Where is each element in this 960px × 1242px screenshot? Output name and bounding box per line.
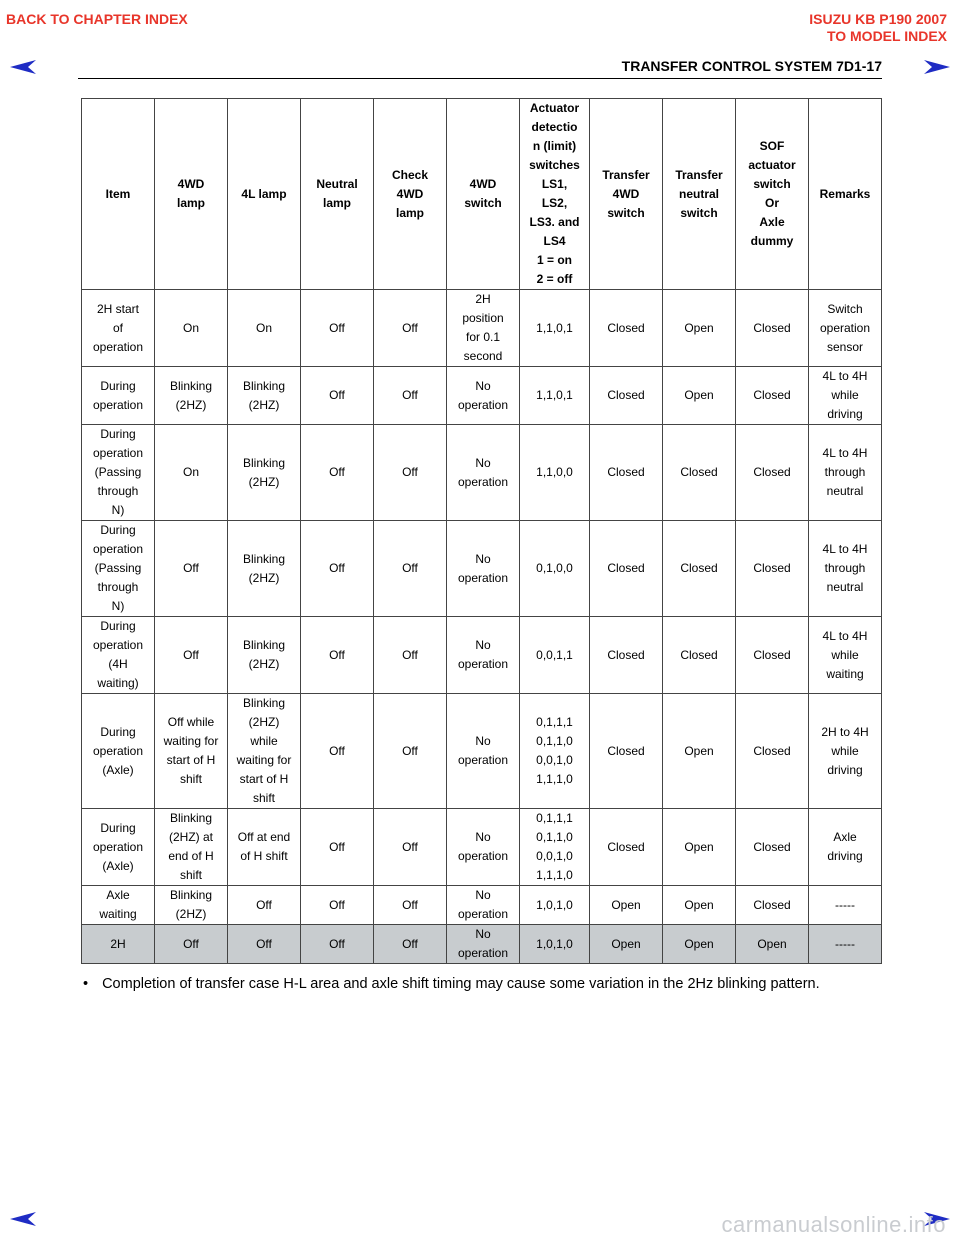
cell-item: During operation (Passing through N) [82,425,155,521]
cell-transfer-4wd-switch: Closed [590,617,663,694]
cell-check-4wd-lamp: Off [374,617,447,694]
cell-remarks: 4L to 4H through neutral [809,425,882,521]
cell-actuator-detection: 1,1,0,0 [520,425,590,521]
header-transfer-neutral-switch: Transfer neutral switch [663,99,736,290]
footnote [83,976,820,992]
cell-4wd-lamp: Off [155,617,228,694]
cell-remarks: ----- [809,925,882,964]
cell-neutral-lamp: Off [301,521,374,617]
table-row-highlighted [82,925,882,964]
cell-4wd-lamp: Blinking (2HZ) [155,886,228,925]
table-row [82,694,882,809]
model-nav [809,11,947,45]
cell-4l-lamp: Blinking (2HZ) while waiting for start of H shift [228,694,301,809]
cell-transfer-4wd-switch: Open [590,925,663,964]
cell-item: During operation (Axle) [82,694,155,809]
cell-4wd-switch: No operation [447,617,520,694]
cell-4wd-switch: No operation [447,694,520,809]
cell-check-4wd-lamp: Off [374,925,447,964]
cell-remarks: ----- [809,886,882,925]
cell-item: During operation (Passing through N) [82,521,155,617]
table-row [82,886,882,925]
cell-remarks: Switch operation sensor [809,290,882,367]
footnote-text: Completion of transfer case H-L area and axle shift timing may cause some variation in the 2Hz blinking pattern. [102,976,820,992]
table-row [82,425,882,521]
cell-transfer-4wd-switch: Closed [590,694,663,809]
cell-4l-lamp: Off at end of H shift [228,809,301,886]
cell-item: During operation [82,367,155,425]
back-to-chapter-index-link[interactable]: BACK TO CHAPTER INDEX [6,11,188,27]
cell-transfer-neutral-switch: Open [663,694,736,809]
next-page-arrow-icon[interactable] [924,60,950,74]
cell-transfer-neutral-switch: Open [663,290,736,367]
header-4l-lamp: 4L lamp [228,99,301,290]
cell-neutral-lamp: Off [301,694,374,809]
cell-item: 2H [82,925,155,964]
cell-4l-lamp: Blinking (2HZ) [228,367,301,425]
model-title-link[interactable]: ISUZU KB P190 2007 [809,11,947,27]
cell-remarks: 4L to 4H while driving [809,367,882,425]
cell-transfer-4wd-switch: Closed [590,425,663,521]
cell-neutral-lamp: Off [301,886,374,925]
header-actuator-detection: Actuator detectio n (limit) switches LS1, LS2, LS3. and LS4 1 = on 2 = off [520,99,590,290]
cell-4wd-switch: No operation [447,809,520,886]
cell-4wd-switch: No operation [447,367,520,425]
cell-remarks: 4L to 4H while waiting [809,617,882,694]
cell-transfer-neutral-switch: Open [663,925,736,964]
cell-sof-actuator: Open [736,925,809,964]
cell-4l-lamp: On [228,290,301,367]
cell-item: During operation (Axle) [82,809,155,886]
cell-actuator-detection: 0,1,1,1 0,1,1,0 0,0,1,0 1,1,1,0 [520,694,590,809]
cell-4wd-switch: No operation [447,521,520,617]
cell-4l-lamp: Off [228,925,301,964]
page-header: TRANSFER CONTROL SYSTEM 7D1-17 [621,58,882,74]
prev-page-arrow-icon[interactable] [10,60,36,74]
cell-transfer-neutral-switch: Closed [663,425,736,521]
cell-check-4wd-lamp: Off [374,694,447,809]
bullet-icon: • [83,976,89,992]
cell-sof-actuator: Closed [736,290,809,367]
header-neutral-lamp: Neutral lamp [301,99,374,290]
header-4wd-switch: 4WD switch [447,99,520,290]
cell-sof-actuator: Closed [736,425,809,521]
cell-sof-actuator: Closed [736,617,809,694]
watermark: carmanualsonline.info [721,1212,946,1237]
cell-4l-lamp: Blinking (2HZ) [228,617,301,694]
cell-4l-lamp: Blinking (2HZ) [228,425,301,521]
table-header-row [82,99,882,290]
cell-transfer-4wd-switch: Closed [590,809,663,886]
cell-transfer-neutral-switch: Open [663,886,736,925]
table-row [82,290,882,367]
header-4wd-lamp: 4WD lamp [155,99,228,290]
header-item: Item [82,99,155,290]
cell-sof-actuator: Closed [736,521,809,617]
cell-4wd-lamp: Off [155,925,228,964]
cell-check-4wd-lamp: Off [374,290,447,367]
table-row [82,617,882,694]
cell-neutral-lamp: Off [301,925,374,964]
cell-4wd-switch: No operation [447,425,520,521]
cell-actuator-detection: 0,0,1,1 [520,617,590,694]
cell-remarks: Axle driving [809,809,882,886]
cell-transfer-4wd-switch: Open [590,886,663,925]
cell-check-4wd-lamp: Off [374,367,447,425]
prev-page-arrow-icon[interactable] [10,1212,36,1226]
cell-transfer-4wd-switch: Closed [590,521,663,617]
header-sof-actuator: SOF actuator switch Or Axle dummy [736,99,809,290]
cell-transfer-neutral-switch: Closed [663,617,736,694]
cell-4wd-lamp: On [155,290,228,367]
cell-transfer-4wd-switch: Closed [590,290,663,367]
cell-item: 2H start of operation [82,290,155,367]
cell-actuator-detection: 1,0,1,0 [520,886,590,925]
cell-actuator-detection: 1,0,1,0 [520,925,590,964]
cell-actuator-detection: 0,1,1,1 0,1,1,0 0,0,1,0 1,1,1,0 [520,809,590,886]
cell-4wd-switch: No operation [447,925,520,964]
table-row [82,521,882,617]
cell-item: Axle waiting [82,886,155,925]
cell-neutral-lamp: Off [301,290,374,367]
cell-check-4wd-lamp: Off [374,425,447,521]
cell-4wd-lamp: On [155,425,228,521]
cell-neutral-lamp: Off [301,809,374,886]
to-model-index-link[interactable]: TO MODEL INDEX [826,28,947,44]
transfer-control-table [81,98,882,964]
cell-4wd-switch: No operation [447,886,520,925]
cell-4l-lamp: Off [228,886,301,925]
cell-neutral-lamp: Off [301,367,374,425]
cell-4wd-lamp: Off while waiting for start of H shift [155,694,228,809]
cell-sof-actuator: Closed [736,367,809,425]
cell-check-4wd-lamp: Off [374,886,447,925]
cell-neutral-lamp: Off [301,425,374,521]
cell-transfer-neutral-switch: Open [663,809,736,886]
cell-item: During operation (4H waiting) [82,617,155,694]
cell-4wd-lamp: Blinking (2HZ) at end of H shift [155,809,228,886]
cell-transfer-neutral-switch: Open [663,367,736,425]
cell-sof-actuator: Closed [736,694,809,809]
cell-4wd-lamp: Off [155,521,228,617]
cell-transfer-neutral-switch: Closed [663,521,736,617]
cell-check-4wd-lamp: Off [374,521,447,617]
cell-actuator-detection: 0,1,0,0 [520,521,590,617]
table-row [82,809,882,886]
cell-remarks: 2H to 4H while driving [809,694,882,809]
cell-4wd-switch: 2H position for 0.1 second [447,290,520,367]
cell-check-4wd-lamp: Off [374,809,447,886]
cell-actuator-detection: 1,1,0,1 [520,290,590,367]
cell-4wd-lamp: Blinking (2HZ) [155,367,228,425]
cell-transfer-4wd-switch: Closed [590,367,663,425]
header-rule [78,78,882,79]
header-remarks: Remarks [809,99,882,290]
header-check-4wd-lamp: Check 4WD lamp [374,99,447,290]
cell-sof-actuator: Closed [736,809,809,886]
cell-4l-lamp: Blinking (2HZ) [228,521,301,617]
header-transfer-4wd-switch: Transfer 4WD switch [590,99,663,290]
cell-neutral-lamp: Off [301,617,374,694]
cell-remarks: 4L to 4H through neutral [809,521,882,617]
cell-sof-actuator: Closed [736,886,809,925]
table-row [82,367,882,425]
cell-actuator-detection: 1,1,0,1 [520,367,590,425]
